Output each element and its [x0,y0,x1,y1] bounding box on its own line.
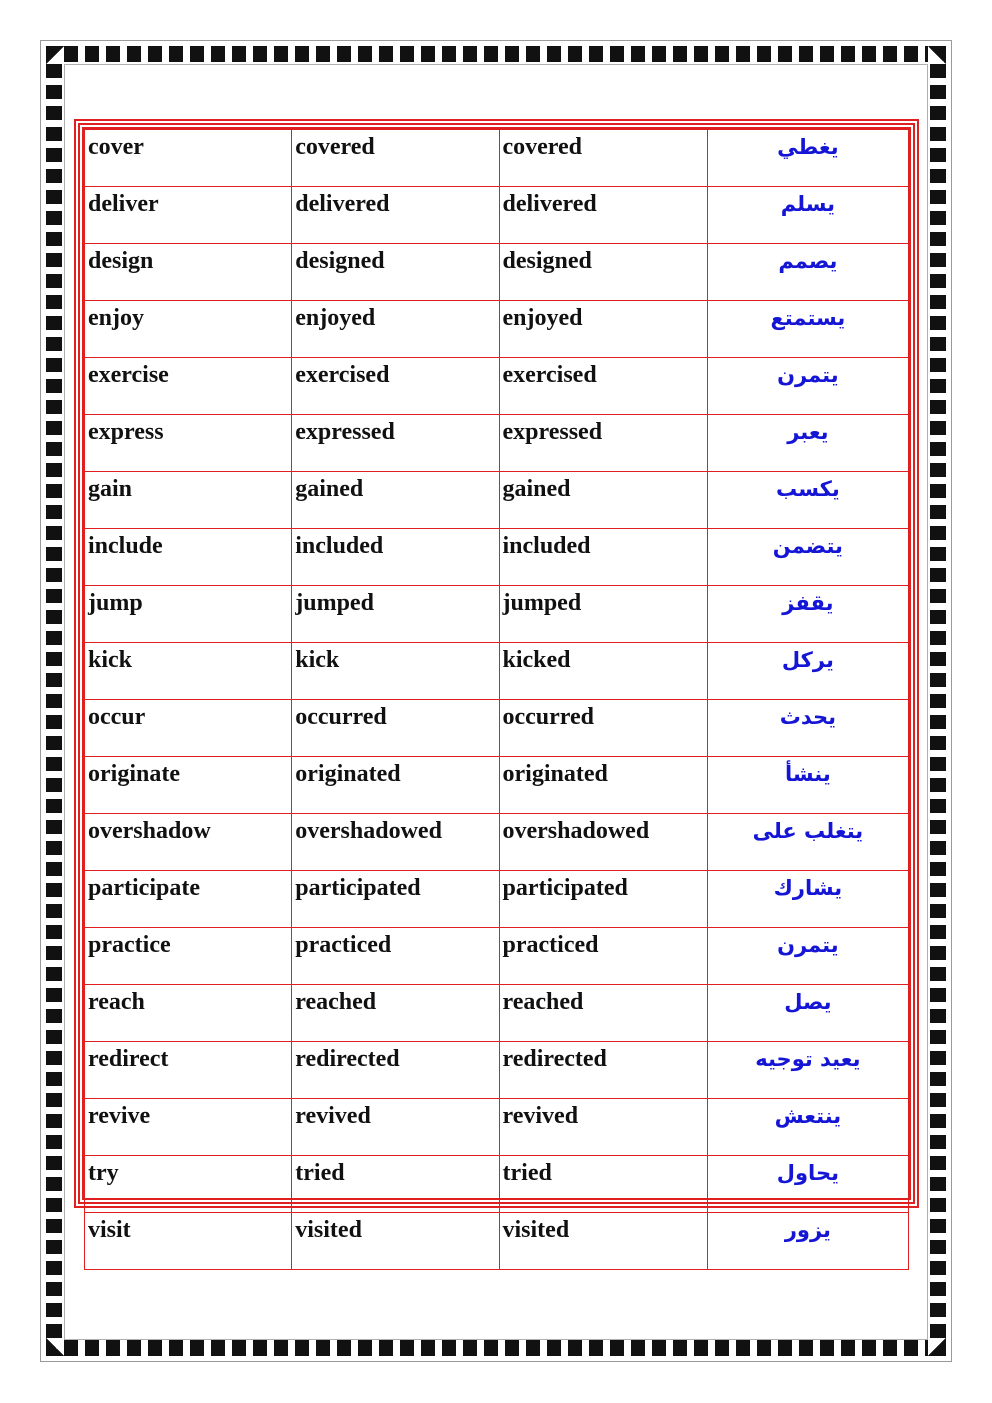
verb-past-participle-cell: revived [499,1099,707,1156]
verb-arabic-meaning-cell: ينشأ [707,757,908,814]
verb-past-participle-cell: expressed [499,415,707,472]
verb-past-participle-cell: covered [499,130,707,187]
verb-past-participle-cell: kicked [499,643,707,700]
verb-arabic-meaning-cell: يشارك [707,871,908,928]
verb-past-participle-cell: participated [499,871,707,928]
verb-past-simple-cell: exercised [292,358,499,415]
verb-past-simple-cell: participated [292,871,499,928]
table-row [85,985,909,1042]
verb-arabic-meaning-cell: يكسب [707,472,908,529]
verb-past-participle-cell: visited [499,1213,707,1270]
verb-past-participle-cell: gained [499,472,707,529]
verb-past-simple-cell: expressed [292,415,499,472]
verb-past-simple-cell: originated [292,757,499,814]
verb-past-participle-cell: occurred [499,700,707,757]
verb-arabic-meaning-cell: يحاول [707,1156,908,1213]
verb-past-simple-cell: visited [292,1213,499,1270]
table-row [85,1042,909,1099]
table-row [85,1156,909,1213]
verb-table [84,129,909,1270]
table-row [85,301,909,358]
verb-past-simple-cell: practiced [292,928,499,985]
verb-arabic-meaning-cell: يركل [707,643,908,700]
verb-past-simple-cell: redirected [292,1042,499,1099]
verb-base-form-cell: kick [85,643,292,700]
border-corner-bottom-right [928,1338,946,1356]
table-row [85,187,909,244]
verb-past-simple-cell: revived [292,1099,499,1156]
verb-past-participle-cell: redirected [499,1042,707,1099]
verb-past-simple-cell: delivered [292,187,499,244]
verb-base-form-cell: visit [85,1213,292,1270]
checkered-border-bottom [64,1340,928,1356]
verb-past-simple-cell: covered [292,130,499,187]
verb-past-participle-cell: enjoyed [499,301,707,358]
verb-base-form-cell: express [85,415,292,472]
checkered-border-left [46,64,62,1340]
verb-base-form-cell: enjoy [85,301,292,358]
table-row [85,1213,909,1270]
verb-past-simple-cell: jumped [292,586,499,643]
verb-table-frame [74,119,919,1243]
verb-base-form-cell: cover [85,130,292,187]
table-row [85,928,909,985]
verb-past-participle-cell: tried [499,1156,707,1213]
verb-arabic-meaning-cell: يستمتع [707,301,908,358]
verb-base-form-cell: overshadow [85,814,292,871]
verb-arabic-meaning-cell: يسلم [707,187,908,244]
verb-past-participle-cell: practiced [499,928,707,985]
checkered-border-top [64,46,928,62]
verb-base-form-cell: practice [85,928,292,985]
verb-arabic-meaning-cell: يحدث [707,700,908,757]
verb-arabic-meaning-cell: يغطي [707,130,908,187]
verb-past-participle-cell: reached [499,985,707,1042]
table-row [85,529,909,586]
table-row [85,415,909,472]
table-row [85,586,909,643]
verb-table-body [85,130,909,1270]
verb-past-participle-cell: delivered [499,187,707,244]
verb-base-form-cell: occur [85,700,292,757]
table-row [85,643,909,700]
table-row [85,130,909,187]
verb-arabic-meaning-cell: يتضمن [707,529,908,586]
border-corner-top-right [928,46,946,64]
checkered-border-right [930,64,946,1340]
verb-base-form-cell: exercise [85,358,292,415]
verb-base-form-cell: try [85,1156,292,1213]
verb-past-simple-cell: occurred [292,700,499,757]
border-corner-bottom-left [46,1338,64,1356]
table-row [85,871,909,928]
verb-past-participle-cell: jumped [499,586,707,643]
verb-past-participle-cell: designed [499,244,707,301]
verb-past-simple-cell: overshadowed [292,814,499,871]
verb-arabic-meaning-cell: ينتعش [707,1099,908,1156]
verb-past-simple-cell: reached [292,985,499,1042]
verb-past-simple-cell: gained [292,472,499,529]
verb-past-participle-cell: originated [499,757,707,814]
verb-past-participle-cell: included [499,529,707,586]
verb-arabic-meaning-cell: يتمرن [707,358,908,415]
verb-arabic-meaning-cell: يتمرن [707,928,908,985]
table-row [85,1099,909,1156]
table-row [85,700,909,757]
verb-base-form-cell: reach [85,985,292,1042]
table-row [85,244,909,301]
verb-base-form-cell: deliver [85,187,292,244]
verb-arabic-meaning-cell: يقفز [707,586,908,643]
verb-arabic-meaning-cell: يزور [707,1213,908,1270]
border-corner-top-left [46,46,64,64]
table-row [85,814,909,871]
verb-arabic-meaning-cell: يعيد توجيه [707,1042,908,1099]
verb-base-form-cell: jump [85,586,292,643]
verb-past-simple-cell: tried [292,1156,499,1213]
table-row [85,757,909,814]
verb-arabic-meaning-cell: يصل [707,985,908,1042]
verb-arabic-meaning-cell: يصمم [707,244,908,301]
verb-base-form-cell: originate [85,757,292,814]
verb-arabic-meaning-cell: يتغلب على [707,814,908,871]
verb-past-simple-cell: kick [292,643,499,700]
verb-base-form-cell: design [85,244,292,301]
verb-base-form-cell: include [85,529,292,586]
verb-past-simple-cell: included [292,529,499,586]
verb-base-form-cell: redirect [85,1042,292,1099]
verb-base-form-cell: revive [85,1099,292,1156]
verb-base-form-cell: participate [85,871,292,928]
table-row [85,358,909,415]
table-row [85,472,909,529]
verb-base-form-cell: gain [85,472,292,529]
verb-past-simple-cell: designed [292,244,499,301]
verb-past-participle-cell: overshadowed [499,814,707,871]
verb-arabic-meaning-cell: يعبر [707,415,908,472]
verb-past-simple-cell: enjoyed [292,301,499,358]
verb-past-participle-cell: exercised [499,358,707,415]
